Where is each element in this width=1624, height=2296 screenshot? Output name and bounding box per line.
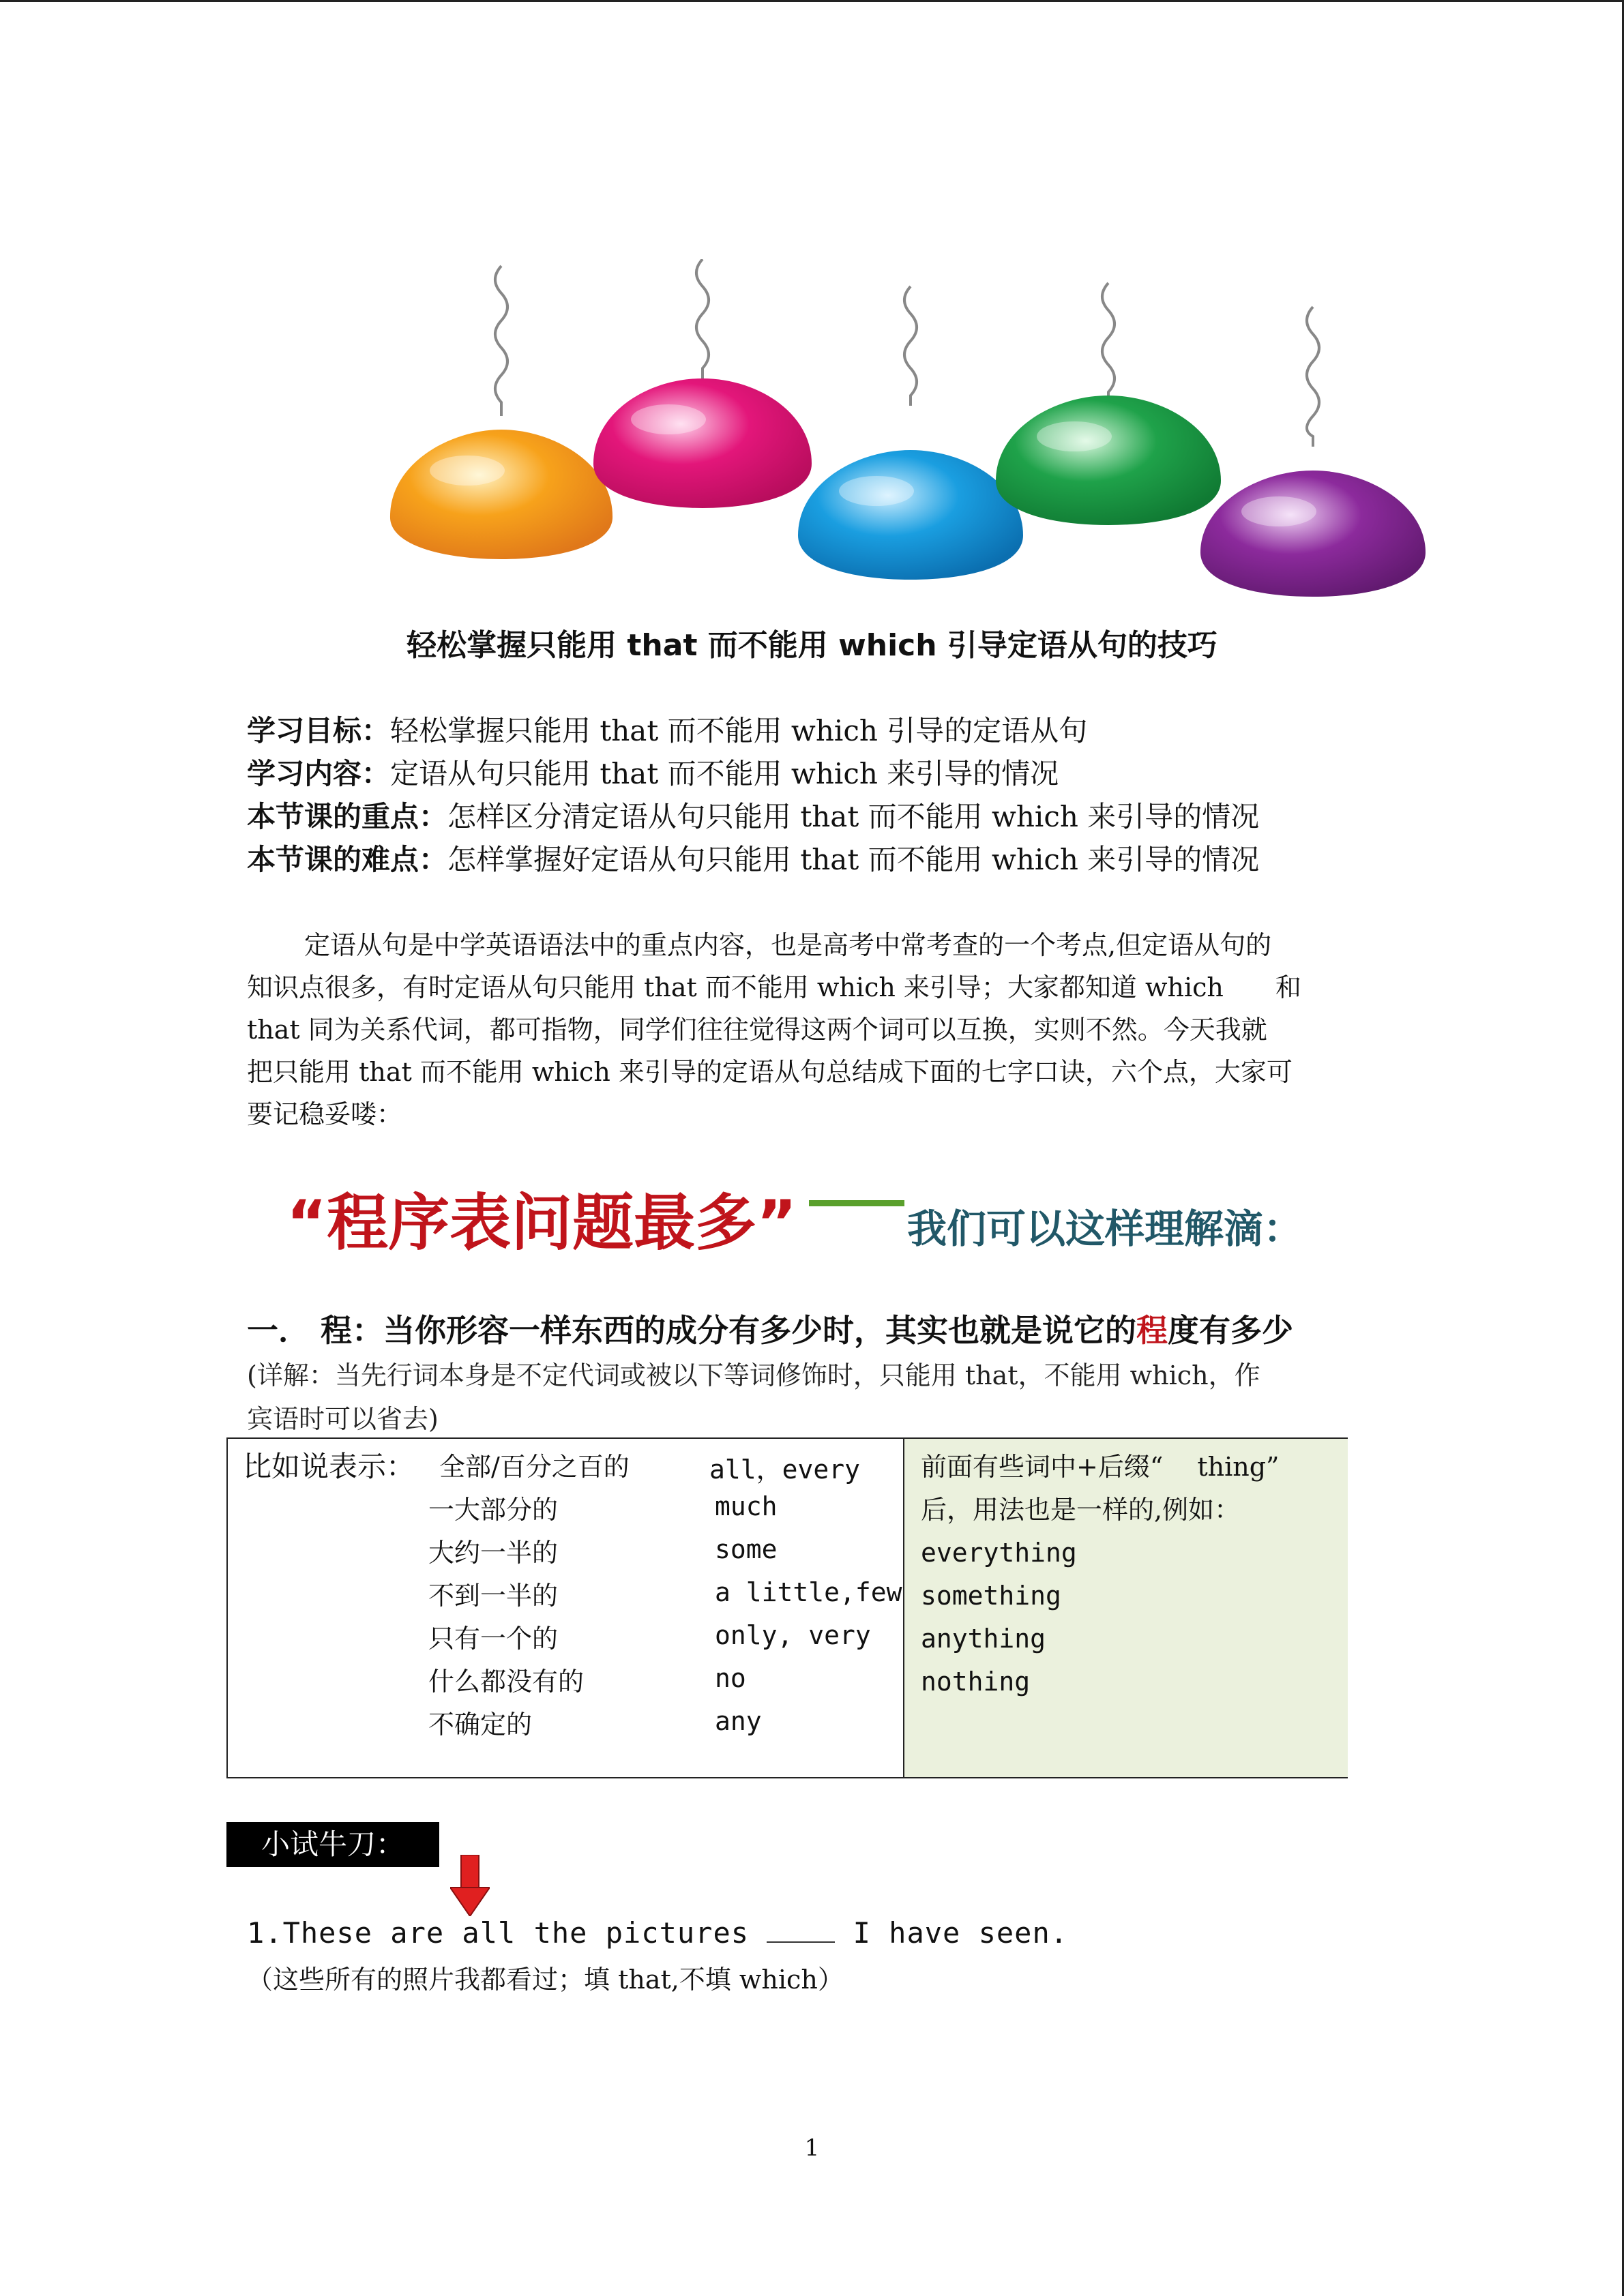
table-meaning: 不到一半的 [428,1581,559,1611]
lesson-meta [247,709,1406,881]
section-heading-prefix: 一． 程：当你形容一样东西的成分有多少时，其实也就是说它的 [247,1312,1137,1349]
table-word: much [715,1491,778,1521]
purple-lamp [1200,471,1426,597]
table-left-column [228,1439,903,1777]
exercise-note: （这些所有的照片我都看过；填 that,不填 which） [247,1965,844,1995]
meta-goal [247,709,1406,752]
table-meaning: 不确定的 [428,1710,533,1740]
table-word: any [715,1706,762,1736]
intro-line: 把只能用 that 而不能用 which 来引导的定语从句总结成下面的七字口诀，六个点，大家可 [247,1057,1293,1087]
page-number: 1 [804,2134,820,2162]
meta-value: 怎样掌握好定语从句只能用 that 而不能用 which 来引导的情况 [447,843,1260,876]
table-word: all，every [709,1455,861,1485]
table-meaning: 全部/百分之百的 [439,1452,630,1482]
section-heading-highlight: 程 [1136,1312,1168,1349]
suffix-note-line: 后，用法也是一样的,例如： [921,1495,1241,1525]
section-detail [247,1354,1365,1441]
orange-lamp [390,430,612,559]
table-meaning: 大约一半的 [428,1538,559,1568]
section-heading [247,1306,1293,1351]
slogan-dash [809,1200,904,1206]
intro-line: 知识点很多，有时定语从句只能用 that 而不能用 which 来引导；大家都知道 which 和 [247,972,1301,1002]
slogan-main: “程序表问题最多” [286,1187,797,1259]
pink-lamp [593,378,812,508]
table-word: some [715,1534,778,1564]
intro-line: 要记稳妥喽： [247,1099,403,1129]
meta-key: 本节课的难点： [247,843,448,876]
exercise-question-end: I have seen. [835,1916,1069,1950]
table-word: only, very [715,1620,871,1650]
table-word: no [715,1663,746,1693]
table-meaning: 一大部分的 [428,1495,559,1525]
section-heading-suffix: 度有多少 [1168,1312,1294,1349]
blue-lamp [798,450,1023,580]
intro-line: that 同为关系代词，都可指物，同学们往往觉得这两个词可以互换，实则不然。今天我就 [247,1015,1267,1045]
document-title: 轻松掌握只能用 that 而不能用 which 引导定语从句的技巧 [407,628,1217,663]
meta-focus [247,795,1406,838]
suffix-note-line: 前面有些词中+后缀“ thing” [921,1452,1280,1482]
table-intro-label: 比如说表示： [243,1450,415,1483]
top-border [0,0,1624,2]
suffix-example: nothing [921,1667,1031,1697]
answer-blank[interactable] [767,1917,835,1943]
detail-line: 宾语时可以省去) [247,1404,439,1434]
detail-line: (详解：当先行词本身是不定代词或被以下等词修饰时，只能用 that，不能用 which，作 [247,1360,1260,1390]
meta-value: 怎样区分清定语从句只能用 that 而不能用 which 来引导的情况 [447,800,1260,833]
suffix-example: something [921,1581,1061,1611]
meta-key: 学习内容： [247,757,391,790]
intro-paragraph [247,924,1379,1135]
meta-key: 本节课的重点： [247,800,448,833]
trial-label: 小试牛刀： [226,1822,439,1867]
meta-value: 定语从句只能用 that 而不能用 which 来引导的情况 [390,757,1059,790]
table-word: a little,few [715,1577,902,1607]
exercise-question [247,1916,1068,1950]
meta-key: 学习目标： [247,714,391,747]
suffix-note [921,1446,1279,1703]
table-right-column [903,1439,1348,1777]
slogan-sub: 我们可以这样理解滴： [907,1206,1303,1252]
meta-value: 轻松掌握只能用 that 而不能用 which 引导的定语从句 [390,714,1088,747]
green-lamp [996,396,1221,525]
exercise-question-start: 1.These are all the pictures [247,1916,767,1950]
table-meaning: 什么都没有的 [428,1667,585,1697]
red-down-arrow-icon [450,1855,490,1916]
pendant-lamps-illustration [368,259,1432,614]
intro-line: 定语从句是中学英语语法中的重点内容，也是高考中常考查的一个考点,但定语从句的 [304,930,1272,960]
meta-content [247,752,1406,795]
suffix-example: everything [921,1538,1077,1568]
suffix-example: anything [921,1624,1046,1654]
table-meaning: 只有一个的 [428,1624,559,1654]
meta-difficulty [247,838,1406,881]
quantifier-table [226,1437,1348,1778]
